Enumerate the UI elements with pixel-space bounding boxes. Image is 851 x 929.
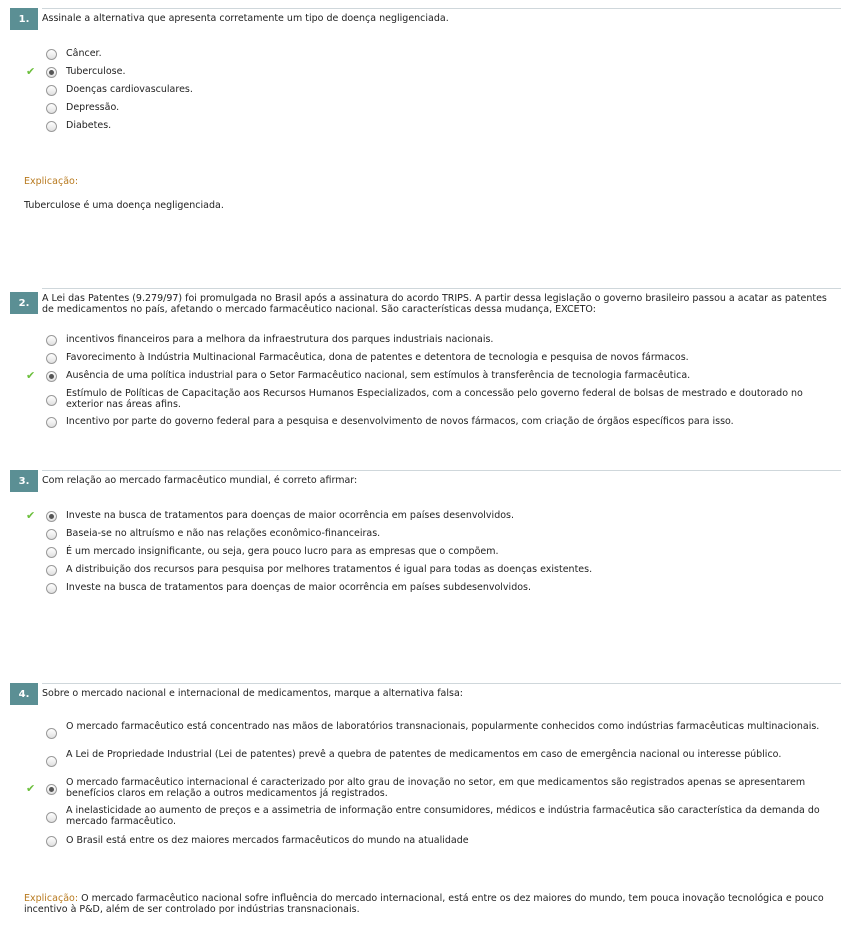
option-label: A distribuição dos recursos para pesquisa por melhores tratamentos é igual para todas as doenças existentes. [66, 564, 593, 575]
explanation-title: Explicação: [24, 176, 79, 187]
question-number-badge: 2. [10, 292, 38, 314]
checkmark-icon: ✔ [26, 782, 36, 795]
option-label: Doenças cardiovasculares. [66, 84, 193, 95]
checkmark-icon: ✔ [26, 65, 36, 78]
explanation-title: Explicação: [24, 893, 79, 904]
question-number-badge: 4. [10, 683, 38, 705]
question-header [0, 683, 851, 705]
question-2 [0, 292, 851, 427]
radio-button-selected[interactable] [46, 67, 57, 78]
radio-button[interactable] [46, 103, 57, 114]
option-label: Favorecimento à Indústria Multinacional Farmacêutica, dona de patentes e detentora de tecnologia e pesquisa de novos fármacos. [66, 352, 689, 363]
option-label: Baseia-se no altruísmo e não nas relações econômico-financeiras. [66, 528, 381, 539]
option-label: A inelasticidade ao aumento de preços e a assimetria de informação entre consumidores, médicos e indústria farmacêutica são característica da demanda do mercado farmacêutico. [66, 805, 820, 827]
radio-button[interactable] [46, 529, 57, 540]
radio-button[interactable] [46, 836, 57, 847]
radio-button[interactable] [46, 583, 57, 594]
radio-button[interactable] [46, 547, 57, 558]
question-number-badge: 1. [10, 8, 38, 30]
option-label: Investe na busca de tratamentos para doenças de maior ocorrência em países desenvolvidos. [66, 510, 515, 521]
radio-button-selected[interactable] [46, 784, 57, 795]
option-label: Incentivo por parte do governo federal para a pesquisa e desenvolvimento de novos fármacos, com criação de órgãos específicos para isso. [66, 416, 734, 427]
radio-button-selected[interactable] [46, 511, 57, 522]
radio-button[interactable] [46, 121, 57, 132]
radio-button[interactable] [46, 335, 57, 346]
option-label: Depressão. [66, 102, 120, 113]
option-label: A Lei de Propriedade Industrial (Lei de patentes) prevê a quebra de patentes de medicamentos em caso de emergência nacional ou interesse público. [66, 749, 782, 760]
option-label: Ausência de uma política industrial para o Setor Farmacêutico nacional, sem estímulos à transferência de tecnologia farmacêutica. [66, 370, 691, 381]
explanation-text: Tuberculose é uma doença negligenciada. [24, 200, 224, 211]
option-label: Diabetes. [66, 120, 112, 131]
question-4 [0, 683, 851, 915]
radio-button[interactable] [46, 565, 57, 576]
option-label: O mercado farmacêutico internacional é caracterizado por alto grau de inovação no setor, em que medicamentos são registrados apenas se apresentarem benefícios claros em relação a outros medicamentos já registrados. [66, 777, 806, 799]
question-3 [0, 470, 851, 593]
radio-button[interactable] [46, 49, 57, 60]
question-text: Sobre o mercado nacional e internacional de medicamentos, marque a alternativa falsa: [42, 683, 841, 699]
option-label: Estímulo de Políticas de Capacitação aos Recursos Humanos Especializados, com a concessão pelo governo federal de bolsas de mestrado e doutorado no exterior nas áreas afins. [66, 388, 803, 410]
radio-button-selected[interactable] [46, 371, 57, 382]
checkmark-icon: ✔ [26, 369, 36, 382]
option-label: Tuberculose. [66, 66, 126, 77]
question-text: A Lei das Patentes (9.279/97) foi promulgada no Brasil após a assinatura do acordo TRIPS. A partir dessa legislação o governo brasileiro passou a acatar as patentes de medicamentos no país, afetando o mercado farmacêutico nacional. São características dessa mudança, EXCETO: [42, 288, 841, 315]
radio-button[interactable] [46, 353, 57, 364]
question-header [0, 470, 851, 492]
question-header [0, 292, 851, 314]
option-label: Câncer. [66, 48, 102, 59]
question-number-badge: 3. [10, 470, 38, 492]
option-label: Investe na busca de tratamentos para doenças de maior ocorrência em países subdesenvolvidos. [66, 582, 532, 593]
question-text: Com relação ao mercado farmacêutico mundial, é correto afirmar: [42, 470, 841, 486]
radio-button[interactable] [46, 728, 57, 739]
radio-button[interactable] [46, 395, 57, 406]
question-text: Assinale a alternativa que apresenta corretamente um tipo de doença negligenciada. [42, 8, 841, 24]
option-label: O Brasil está entre os dez maiores mercados farmacêuticos do mundo na atualidade [66, 835, 469, 846]
radio-button[interactable] [46, 417, 57, 428]
checkmark-icon: ✔ [26, 509, 36, 522]
explanation-text: O mercado farmacêutico nacional sofre influência do mercado internacional, está entre os dez maiores do mundo, tem pouca inovação tecnológica e pouco incentivo à P&D, além de ser controlado por indústrias transnacionais. [24, 893, 824, 915]
radio-button[interactable] [46, 85, 57, 96]
question-header [0, 8, 851, 30]
option-label: É um mercado insignificante, ou seja, gera pouco lucro para as empresas que o compõem. [66, 546, 499, 557]
question-1 [0, 8, 851, 211]
explanation [24, 893, 831, 915]
radio-button[interactable] [46, 812, 57, 823]
option-label: O mercado farmacêutico está concentrado nas mãos de laboratórios transnacionais, popularmente conhecidos como indústrias farmacêuticas multinacionais. [66, 721, 820, 732]
radio-button[interactable] [46, 756, 57, 767]
option-label: incentivos financeiros para a melhora da infraestrutura dos parques industriais nacionais. [66, 334, 494, 345]
